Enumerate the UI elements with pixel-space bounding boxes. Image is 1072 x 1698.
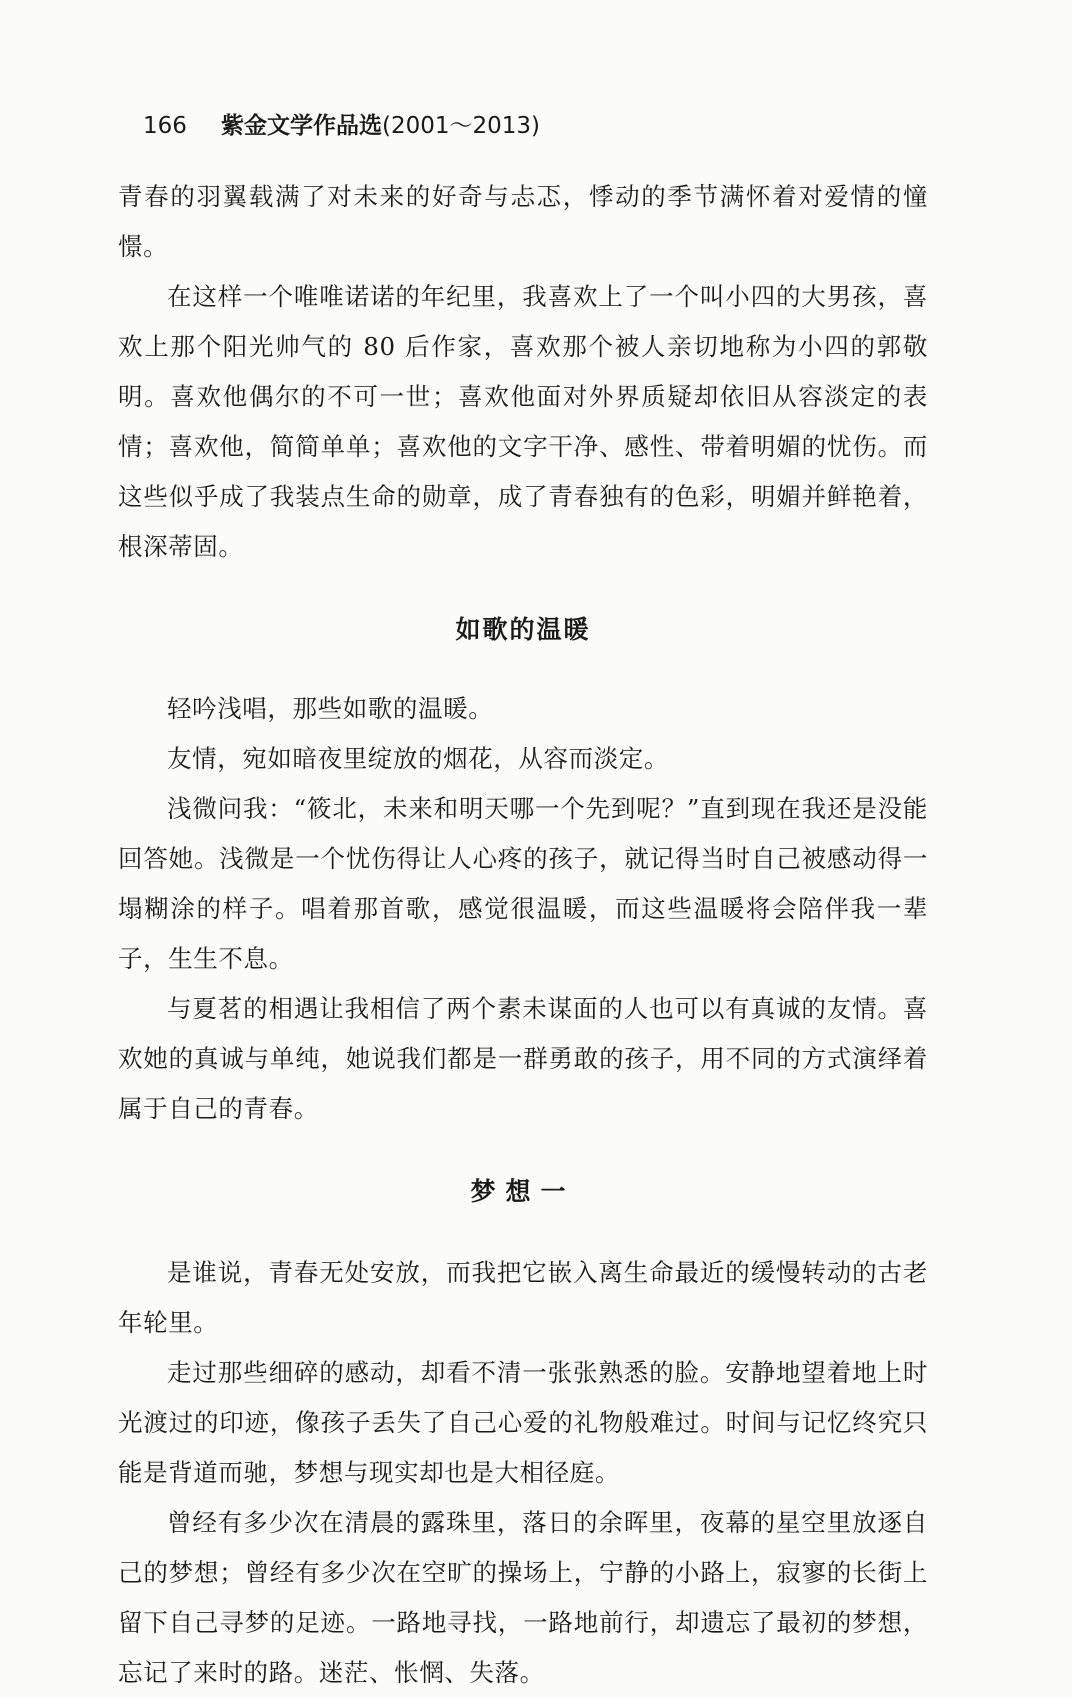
page-number: 166 <box>143 113 187 139</box>
paragraph: 是谁说，青春无处安放，而我把它嵌入离生命最近的缓慢转动的古老年轮里。 <box>118 1258 928 1337</box>
paragraph: 轻吟浅唱，那些如歌的温暖。 <box>167 694 494 723</box>
page-body <box>118 172 928 1698</box>
paragraph: 走过那些细碎的感动，却看不清一张张熟悉的脸。安静地望着地上时光渡过的印迹，像孩子丢失了自己心爱的礼物般难过。时间与记忆终究只能是背道而驰，梦想与现实却也是大相径庭。 <box>118 1358 928 1487</box>
paragraph: 浅微问我：“筱北，未来和明天哪一个先到呢？”直到现在我还是没能回答她。浅微是一个忧伤得让人心疼的孩子，就记得当时自己被感动得一塌糊涂的样子。唱着那首歌，感觉很温暖，而这些温暖将会陪伴我一辈子，生生不息。 <box>118 794 928 973</box>
book-title: 紫金文学作品选 <box>221 113 382 139</box>
paragraph: 与夏茗的相遇让我相信了两个素未谋面的人也可以有真诚的友情。喜欢她的真诚与单纯，她说我们都是一群勇敢的孩子，用不同的方式演绎着属于自己的青春。 <box>118 994 928 1123</box>
section-title: 如歌的温暖 <box>455 615 591 644</box>
paragraph: 青春的羽翼载满了对未来的好奇与忐忑，悸动的季节满怀着对爱情的憧憬。 <box>118 182 928 261</box>
paragraph: 在这样一个唯唯诺诺的年纪里，我喜欢上了一个叫小四的大男孩，喜欢上那个阳光帅气的 80 后作家，喜欢那个被人亲切地称为小四的郭敬明。喜欢他偶尔的不可一世；喜欢他面对外界质疑却依旧从容淡定的表情；喜欢他，简简单单；喜欢他的文字干净、感性、带着明媚的忧伤。而这些似乎成了我装点生命的勋章，成了青春独有的色彩，明媚并鲜艳着，根深蒂固。 <box>118 282 928 561</box>
paragraph: 曾经有多少次在清晨的露珠里，落日的余晖里，夜幕的星空里放逐自己的梦想；曾经有多少次在空旷的操场上，宁静的小路上，寂寥的长街上留下自己寻梦的足迹。一路地寻找，一路地前行，却遗忘了最初的梦想，忘记了来时的路。迷茫、怅惘、失落。 <box>118 1508 928 1687</box>
paragraph: 友情，宛如暗夜里绽放的烟花，从容而淡定。 <box>167 744 669 773</box>
book-years: (2001～2013) <box>382 113 541 139</box>
section-title: 梦想一 <box>470 1177 576 1206</box>
running-header <box>143 110 540 142</box>
